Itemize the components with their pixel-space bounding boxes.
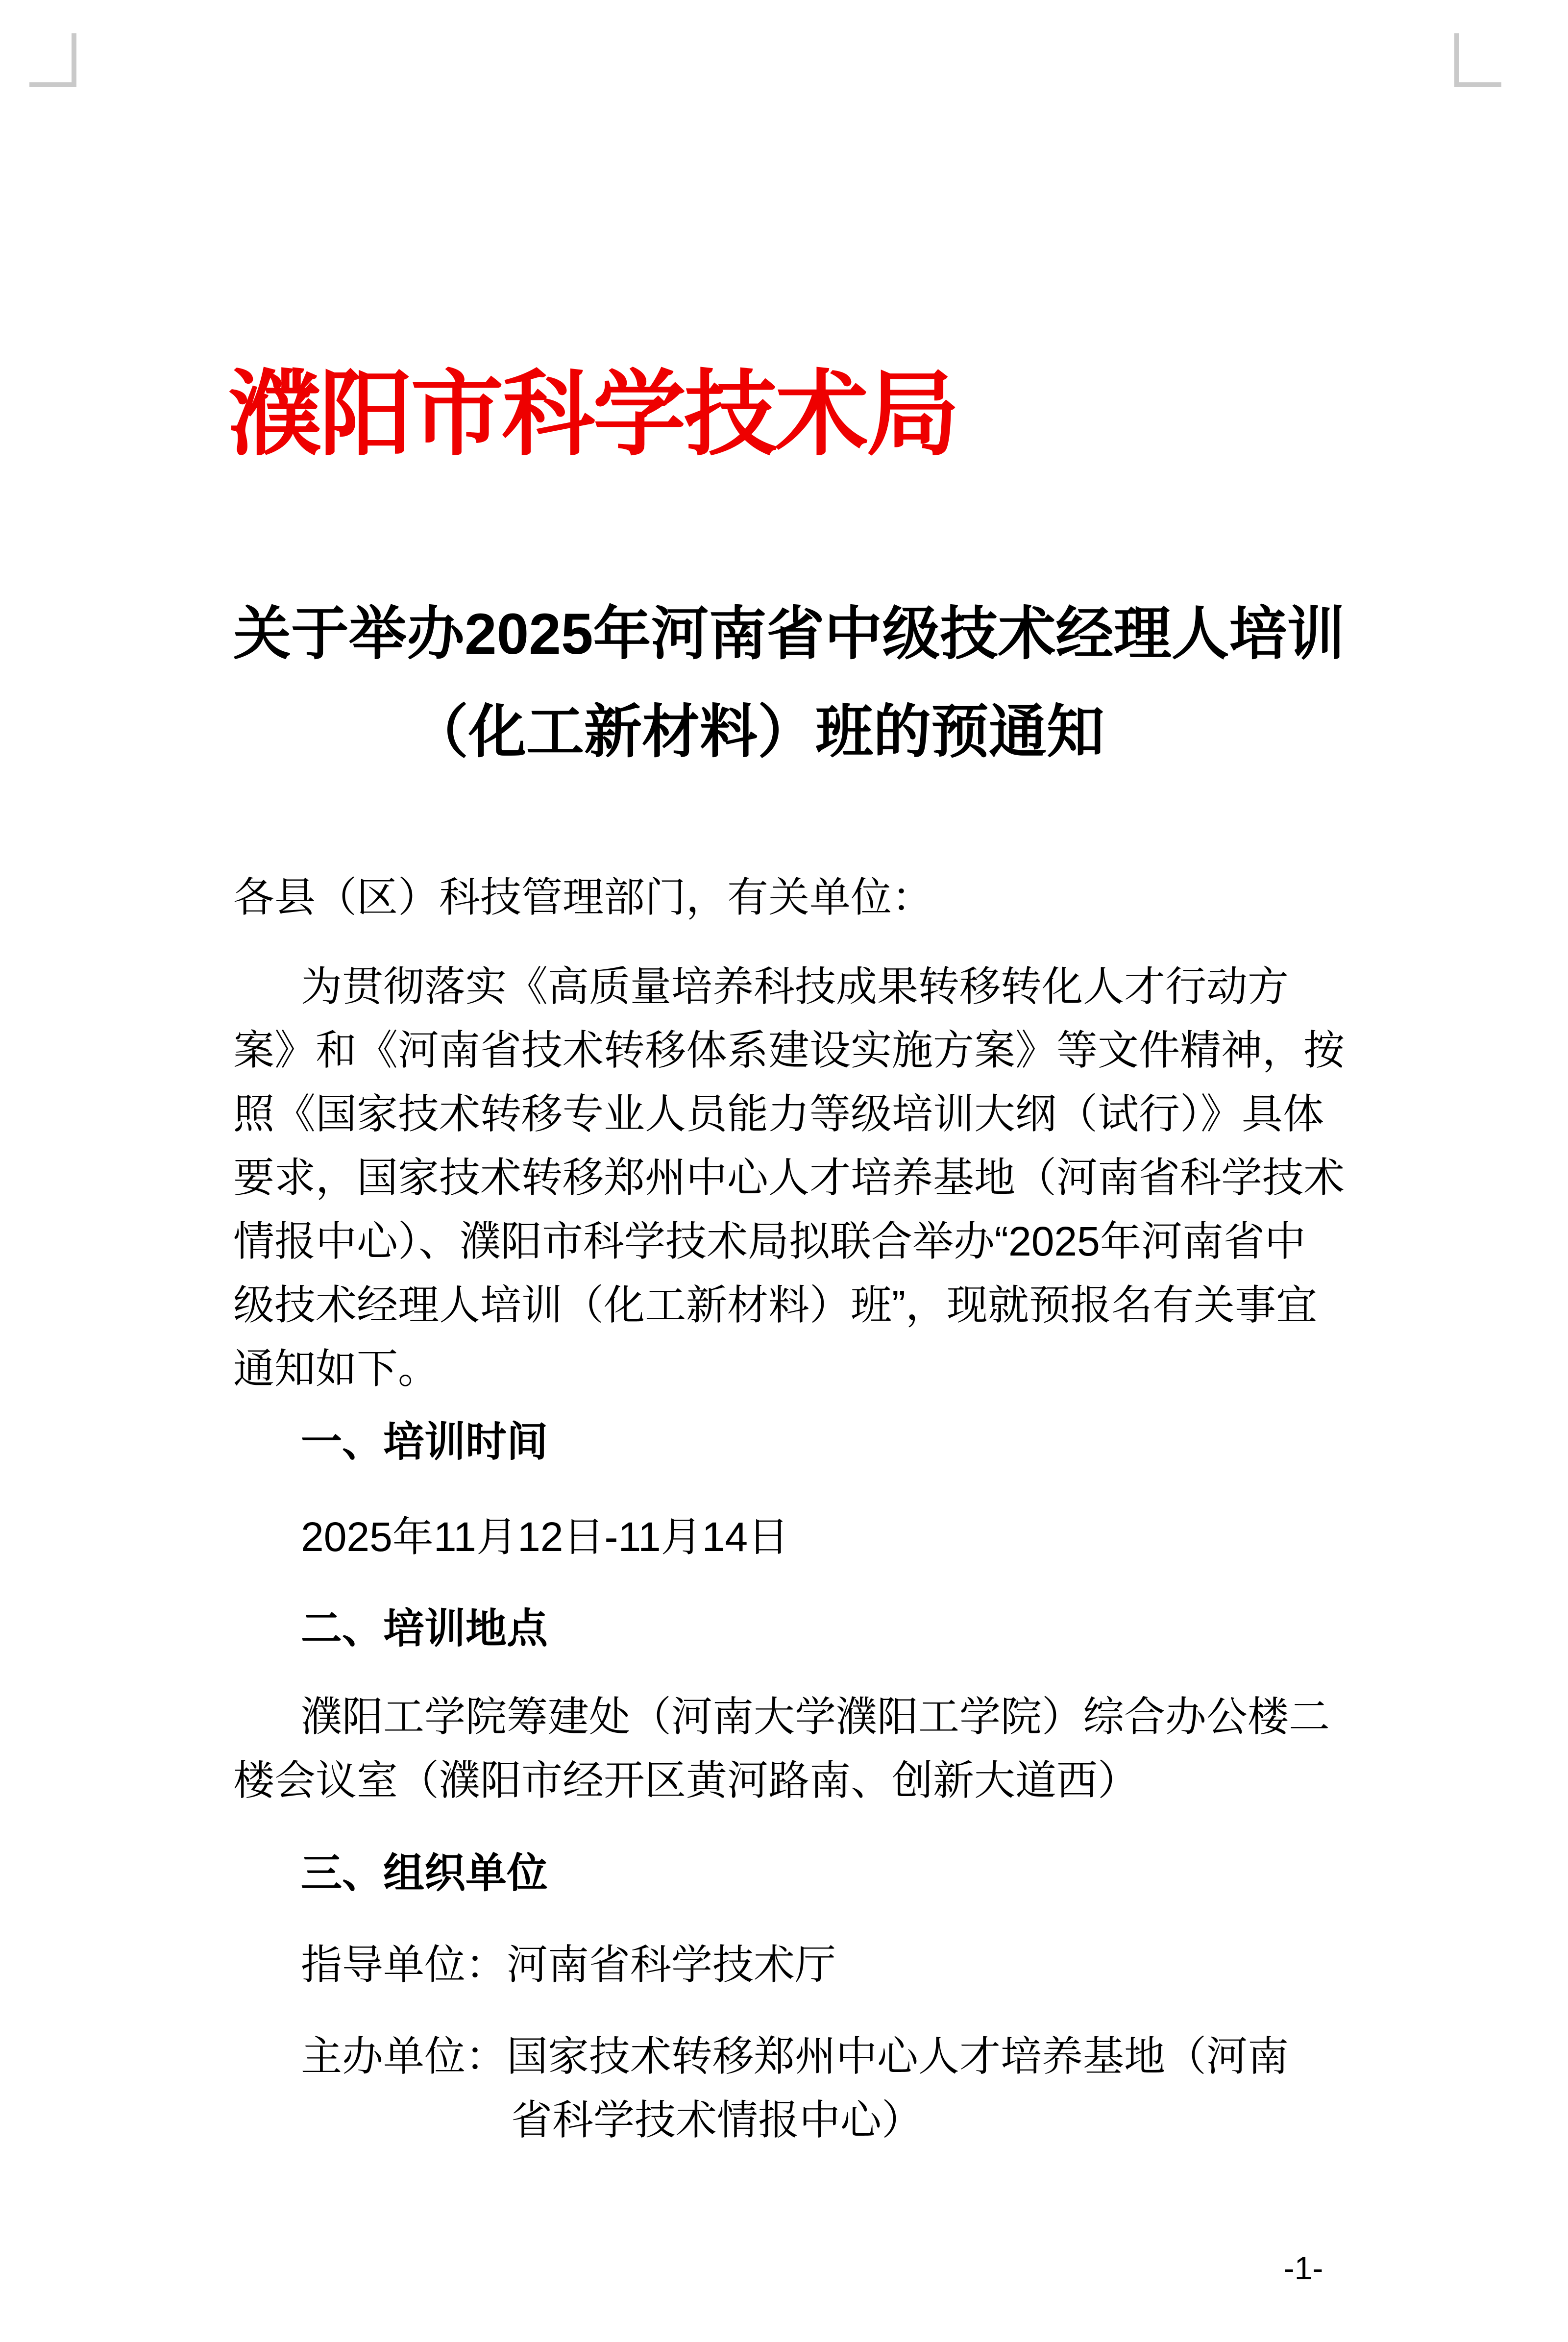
agency-masthead: 濮阳市科学技术局: [228, 363, 958, 467]
host-unit-paragraph: [301, 2024, 1289, 2152]
host-unit-line: 省科学技术情报中心）: [511, 2097, 923, 2143]
section-heading-training-location: 二、培训地点: [301, 1605, 548, 1652]
intro-line: 级技术经理人培训（化工新材料）班”，现就预报名有关事宜: [233, 1282, 1317, 1328]
intro-line: 通知如下。: [233, 1346, 440, 1392]
section-heading-training-time: 一、培训时间: [301, 1419, 548, 1465]
intro-line: 照《国家技术转移专业人员能力等级培训大纲（试行）》具体: [233, 1091, 1324, 1137]
location-line: 濮阳工学院筹建处（河南大学濮阳工学院）综合办公楼二: [301, 1694, 1330, 1740]
greeting-text: 各县（区）科技管理部门，有关单位：: [233, 874, 933, 920]
intro-line: 要求，国家技术转移郑州中心人才培养基地（河南省科学技术: [233, 1155, 1345, 1201]
intro-line: 情报中心）、濮阳市科学技术局拟联合举办“2025年河南省中: [233, 1218, 1306, 1264]
location-line: 楼会议室（濮阳市经开区黄河路南、创新大道西）: [233, 1757, 1139, 1803]
intro-line: 案》和《河南省技术转移体系建设实施方案》等文件精神，按: [233, 1027, 1345, 1073]
top-right-crop-mark-icon: [1454, 33, 1501, 87]
intro-paragraph: [233, 955, 1345, 1401]
document-title-line-1: 关于举办2025年河南省中级技术经理人培训: [233, 602, 1345, 666]
document-title-line-2: （化工新材料）班的预通知: [410, 700, 1104, 764]
training-location-paragraph: [233, 1685, 1330, 1812]
document-title: [233, 585, 1345, 781]
intro-line: 为贯彻落实《高质量培养科技成果转移转化人才行动方: [301, 963, 1289, 1010]
training-time-value: 2025年11月12日-11月14日: [301, 1514, 789, 1560]
section-heading-organizers: 三、组织单位: [301, 1850, 548, 1896]
guidance-unit-line: 指导单位：河南省科学技术厅: [301, 1942, 836, 1988]
greeting-line: [233, 865, 933, 929]
page-number: -1-: [1283, 2250, 1323, 2286]
top-left-crop-mark-icon: [29, 33, 76, 87]
host-unit-line: 主办单位：国家技术转移郑州中心人才培养基地（河南: [301, 2033, 1289, 2079]
